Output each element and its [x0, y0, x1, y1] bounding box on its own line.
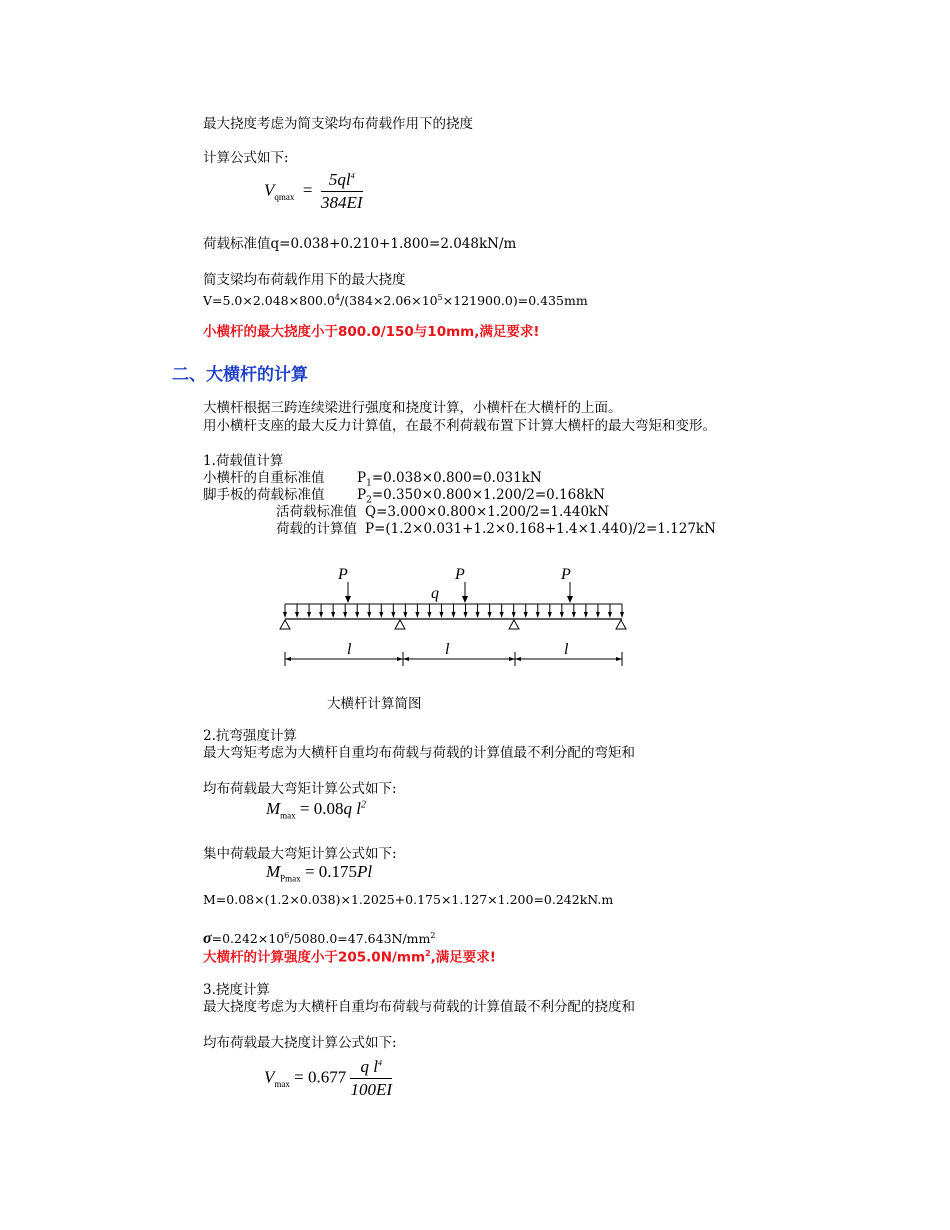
formula-denominator: 384EI — [320, 193, 363, 212]
distributed-load-arrowhead — [608, 612, 612, 618]
deflection-intro: 最大挠度考虑为简支梁均布荷载作用下的挠度 — [203, 116, 473, 132]
distributed-load-arrowhead — [343, 612, 347, 618]
deflection-calc-title: 3.挠度计算 — [203, 982, 270, 998]
load-value: =0.038×0.800=0.031kN — [371, 470, 542, 486]
point-load-label-3: P — [561, 566, 571, 583]
exp-5: 5 — [437, 293, 443, 302]
uniform-moment-label: 均布荷载最大弯矩计算公式如下: — [203, 781, 397, 797]
formula-lhs-sub: max — [274, 1078, 290, 1089]
span-label-1: l — [347, 641, 352, 658]
conc-moment-label: 集中荷载最大弯矩计算公式如下: — [203, 846, 397, 862]
formula-var: Pl — [357, 862, 373, 881]
bending-desc: 最大弯矩考虑为大横杆自重均布荷载与荷载的计算值最不利分配的弯矩和 — [203, 745, 635, 761]
formula-coef: = 0.677 — [294, 1067, 347, 1087]
load-sub: 2 — [366, 495, 372, 506]
distributed-load-arrowhead — [403, 612, 407, 618]
distributed-load-arrowhead — [439, 612, 443, 618]
distributed-load-arrowhead — [560, 612, 564, 618]
distributed-load-arrowhead — [512, 612, 516, 618]
deflection-formula-label: 均布荷载最大挠度计算公式如下: — [203, 1035, 397, 1051]
load-value: Q=3.000×0.800×1.200/2=1.440kN — [365, 504, 610, 520]
span-label-3: l — [564, 641, 569, 658]
load-value: =0.350×0.800×1.200/2=0.168kN — [371, 487, 605, 503]
distributed-load-arrowhead — [464, 612, 468, 618]
distributed-load-arrowhead — [307, 612, 311, 618]
formula-exp: 2 — [361, 799, 366, 811]
load-label: 小横杆的自重标准值 — [203, 470, 325, 486]
load-label: 脚手板的荷载标准值 — [203, 487, 325, 503]
distributed-load-arrowhead — [391, 612, 395, 618]
distributed-load-arrowhead — [524, 612, 528, 618]
distributed-load-arrowhead — [283, 612, 287, 618]
deflection-formula-1 — [264, 170, 363, 213]
deflection-calc-desc: 最大挠度考虑为大横杆自重均布荷载与荷载的计算值最不利分配的挠度和 — [203, 999, 635, 1015]
distributed-load-arrowhead — [572, 612, 576, 618]
formula-lhs-sub: Pmax — [280, 873, 301, 884]
formula-label: 计算公式如下: — [203, 150, 289, 166]
distributed-load-arrowhead — [500, 612, 504, 618]
distributed-load-arrowhead — [584, 612, 588, 618]
section2-intro-1: 大横杆根据三跨连续梁进行强度和挠度计算，小横杆在大横杆的上面。 — [203, 400, 622, 416]
section-heading: 二、大横杆的计算 — [172, 365, 308, 385]
stress-sq: 2 — [430, 931, 436, 940]
formula-fraction — [350, 1057, 392, 1100]
conclusion-sq: 2 — [425, 949, 431, 958]
distributed-load-arrowhead — [488, 612, 492, 618]
formula-lhs-sub: max — [280, 810, 296, 821]
formula-rhs: = 0.08 — [299, 799, 344, 818]
load-calc-title: 1.荷载值计算 — [203, 453, 284, 469]
distributed-load-arrowhead — [367, 612, 371, 618]
formula-lhs-sub: qmax — [274, 191, 295, 202]
distributed-load-arrowhead — [452, 612, 456, 618]
stress-conclusion — [203, 946, 496, 966]
point-load-label-2: P — [455, 566, 465, 583]
formula-num-exp: 4 — [350, 171, 355, 181]
formula-num-exp: 4 — [378, 1058, 382, 1068]
distributed-load-label: q — [431, 585, 439, 602]
distributed-load-arrowhead — [295, 612, 299, 618]
diagram-caption: 大横杆计算简图 — [327, 696, 422, 712]
load-row — [203, 504, 609, 520]
load-prefix: P — [357, 470, 367, 486]
uniform-moment-formula — [266, 799, 366, 820]
formula-lhs: V — [264, 1067, 275, 1087]
load-sub: 1 — [366, 478, 372, 489]
conclusion-small-bar: 小横杆的最大挠度小于800.0/150与10mm,满足要求! — [203, 324, 540, 340]
stress-part-a: =0.242×10 — [211, 931, 285, 947]
formula-rhs: = 0.175 — [304, 862, 358, 881]
distributed-load-arrowhead — [620, 612, 624, 618]
distributed-load-arrowhead — [596, 612, 600, 618]
distributed-load-arrowhead — [379, 612, 383, 618]
formula-numerator: 5ql — [328, 170, 351, 189]
conclusion-part-b: ,满足要求! — [430, 949, 496, 966]
conc-moment-formula — [266, 862, 372, 883]
point-load-label-1: P — [338, 566, 348, 583]
stress-calc — [203, 928, 435, 947]
distributed-load-arrows — [283, 604, 624, 618]
section2-intro-2: 用小横杆支座的最大反力计算值，在最不利荷载布置下计算大横杆的最大弯矩和变形。 — [203, 418, 716, 434]
formula-lhs: M — [266, 799, 281, 818]
load-row — [203, 521, 716, 537]
deflection-title: 简支梁均布荷载作用下的最大挠度 — [203, 272, 406, 288]
calc-part-c: ×121900.0)=0.435mm — [442, 293, 588, 309]
distributed-load-arrowhead — [536, 612, 540, 618]
distributed-load-arrowhead — [319, 612, 323, 618]
stress-part-b: /5080.0=47.643N/mm — [289, 931, 431, 947]
load-label: 荷载的计算值 — [276, 521, 357, 537]
formula-var: q l — [343, 799, 361, 818]
distributed-load-arrowhead — [331, 612, 335, 618]
calc-part-a: V=5.0×2.048×800.0 — [203, 293, 335, 309]
load-label: 活荷载标准值 — [276, 504, 357, 520]
formula-lhs: V — [264, 180, 275, 200]
distributed-load-arrowhead — [476, 612, 480, 618]
stress-exp: 6 — [284, 931, 290, 940]
bending-title: 2.抗弯强度计算 — [203, 728, 297, 744]
distributed-load-arrowhead — [355, 612, 359, 618]
distributed-load-arrowhead — [427, 612, 431, 618]
beam-diagram — [276, 562, 636, 672]
sigma-symbol: σ — [203, 930, 212, 948]
distributed-load-arrowhead — [415, 612, 419, 618]
deflection-calc — [203, 290, 588, 309]
formula-lhs: M — [266, 862, 281, 881]
equals-sign: = — [298, 180, 317, 200]
distributed-load-arrowhead — [548, 612, 552, 618]
span-label-2: l — [445, 641, 450, 658]
load-standard: 荷载标准值q=0.038+0.210+1.800=2.048kN/m — [203, 236, 517, 252]
exp-4: 4 — [334, 293, 340, 302]
load-prefix: P — [357, 487, 367, 503]
calc-part-b: /(384×2.06×10 — [340, 293, 438, 309]
deflection-formula-2 — [264, 1057, 392, 1100]
load-value: P=(1.2×0.031+1.2×0.168+1.4×1.440)/2=1.127kN — [365, 521, 716, 537]
moment-calc: M=0.08×(1.2×0.038)×1.2025+0.175×1.127×1.200=0.242kN.m — [203, 892, 614, 907]
formula-numerator: q l — [360, 1057, 378, 1076]
formula-fraction — [321, 170, 363, 213]
conclusion-part-a: 大横杆的计算强度小于205.0N/mm — [203, 949, 426, 966]
formula-denominator: 100EI — [350, 1080, 393, 1099]
